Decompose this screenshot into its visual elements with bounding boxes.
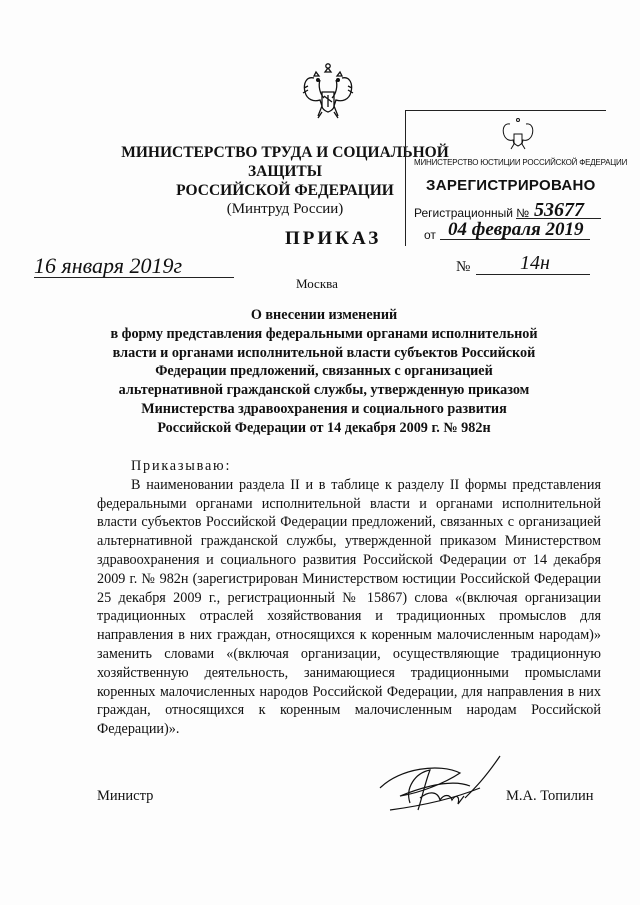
handwritten-signature xyxy=(360,748,510,828)
document-type: ПРИКАЗ xyxy=(285,228,382,249)
ministry-header xyxy=(120,143,450,219)
stamp-reg-number: 53677 xyxy=(534,199,584,221)
title-line: власти и органами исполнительной власти субъектов Российской xyxy=(112,344,536,361)
stamp-date-underline xyxy=(440,239,590,240)
stamp-date: 04 февраля 2019 xyxy=(448,219,584,240)
stamp-registered-label: ЗАРЕГИСТРИРОВАНО xyxy=(426,177,596,194)
order-number-label: № xyxy=(456,259,471,275)
order-lead: Приказываю: xyxy=(131,458,232,474)
order-number: 14н xyxy=(520,252,550,274)
document-title xyxy=(110,306,538,438)
city: Москва xyxy=(296,276,338,291)
handwritten-date: 16 января 2019г xyxy=(34,253,183,278)
stamp-ministry-name: МИНИСТЕРСТВО ЮСТИЦИИ РОССИЙСКОЙ ФЕДЕРАЦИИ xyxy=(414,158,628,167)
stamp-emblem-icon xyxy=(501,117,535,151)
signatory-name: М.А. Топилин xyxy=(506,788,594,804)
title-line: Российской Федерации от 14 декабря 2009 г. № 982н xyxy=(157,419,491,436)
title-line: альтернативной гражданской службы, утвержденную приказом xyxy=(118,382,530,399)
ministry-name-line1: МИНИСТЕРСТВО ТРУДА И СОЦИАЛЬНОЙ ЗАЩИТЫ xyxy=(121,144,449,180)
stamp-reg-number-label: Регистрационный № xyxy=(414,206,530,220)
stamp-date-label: от xyxy=(424,228,436,242)
title-line: О внесении изменений xyxy=(250,307,398,323)
document-body xyxy=(97,457,601,739)
signatory-position: Министр xyxy=(97,788,154,804)
ministry-name-line2: РОССИЙСКОЙ ФЕДЕРАЦИИ xyxy=(176,182,394,199)
body-paragraph: В наименовании раздела II и в таблице к разделу II формы представления федеральными органами исполнительной власти и органами исполнительной власти субъектов Российской Федерации предложений, связанных с организацией альтернативной гражданской службы, утвержденной приказом Министерством здравоохранения и социального развития Российской Федерации от 14 декабря 2009 г. № 982н (зарегистрирован Министерством юстиции Российской Федерации 25 декабря 2009 г., регистрационный № 15867) слова «(включая организации традиционных отраслей хозяйствования и традиционных промыслов для направления в них граждан, относящихся к коренным малочисленным народам)» заменить словами «(включая организации, осуществляющие традиционную хозяйственную деятельность, занимающиеся традиционными промыслами коренных малочисленных народов Российской Федерации, для направления в них граждан, относящихся к коренным малочисленным народам Российской Федерации)». xyxy=(97,476,601,738)
registration-stamp xyxy=(405,110,628,246)
title-line: Федерации предложений, связанных с организацией xyxy=(155,363,493,380)
date-underline xyxy=(34,277,234,278)
ministry-short-name: (Минтруд России) xyxy=(226,201,344,217)
title-line: в форму представления федеральными органами исполнительной xyxy=(110,325,538,342)
title-line: Министерства здравоохранения и социального развития xyxy=(141,400,507,417)
coat-of-arms-icon xyxy=(300,62,356,122)
